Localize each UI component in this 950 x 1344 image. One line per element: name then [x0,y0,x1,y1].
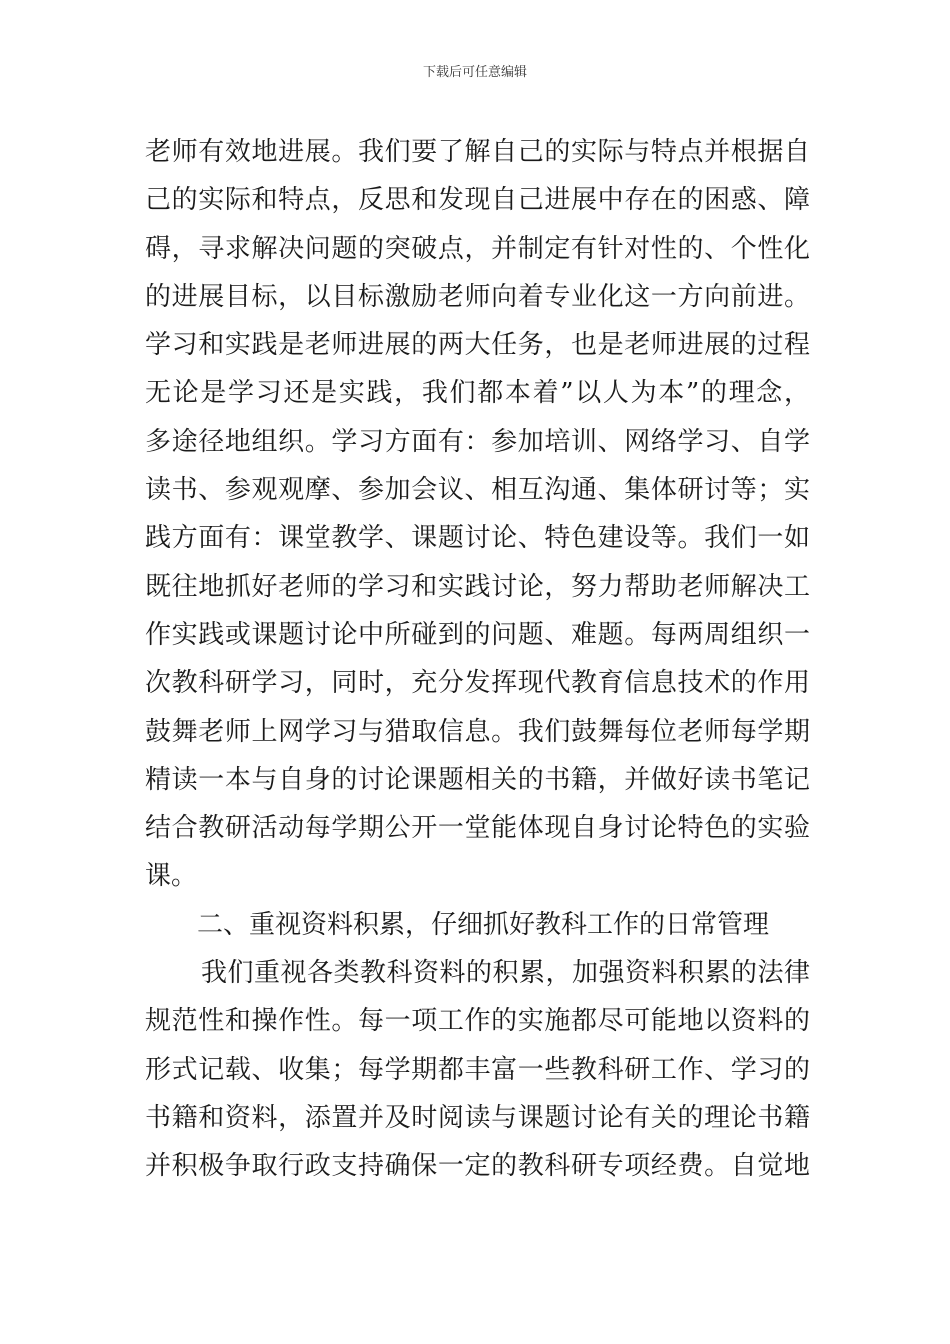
text-line: 多途径地组织。学习方面有：参加培训、网络学习、自学 [145,426,810,457]
text-line: 的进展目标，以目标激励老师向着专业化这一方向前进。 [145,281,810,312]
text-line: 规范性和操作性。每一项工作的实施都尽可能地以资料的 [145,1006,810,1037]
text-line: 无论是学习还是实践，我们都本着”以人为本”的理念， [145,378,810,409]
text-line: 形式记载、收集；每学期都丰富一些教科研工作、学习的 [145,1054,810,1085]
page-header-note: 下载后可任意编辑 [422,65,527,80]
text-line: 课。 [145,861,198,892]
document-body [145,128,810,1191]
text-line: 读书、参观观摩、参加会议、相互沟通、集体研讨等；实 [145,475,810,506]
text-line: 鼓舞老师上网学习与猎取信息。我们鼓舞每位老师每学期 [145,716,810,747]
text-line: 结合教研活动每学期公开一堂能体现自身讨论特色的实验 [145,813,810,844]
text-line: 精读一本与自身的讨论课题相关的书籍，并做好读书笔记 [145,764,810,795]
text-line: 既往地抓好老师的学习和实践讨论，努力帮助老师解决工 [145,571,810,602]
text-line: 己的实际和特点，反思和发现自己进展中存在的困惑、障 [145,185,810,216]
text-line: 老师有效地进展。我们要了解自己的实际与特点并根据自 [145,137,810,167]
text-line: 学习和实践是老师进展的两大任务，也是老师进展的过程 [145,330,810,361]
text-line: 书籍和资料，添置并及时阅读与课题讨论有关的理论书籍 [145,1102,810,1133]
text-line: 次教科研学习，同时，充分发挥现代教育信息技术的作用 [145,668,810,699]
section-heading: 二、重视资料积累，仔细抓好教科工作的日常管理 [197,909,770,940]
text-line: 践方面有：课堂教学、课题讨论、特色建设等。我们一如 [145,523,810,554]
paragraph-first-line: 我们重视各类教科资料的积累，加强资料积累的法律 [201,958,810,989]
text-line: 碍，寻求解决问题的突破点，并制定有针对性的、个性化 [145,233,810,264]
text-line: 并积极争取行政支持确保一定的教科研专项经费。自觉地 [145,1151,810,1182]
text-line: 作实践或课题讨论中所碰到的问题、难题。每两周组织一 [145,619,810,650]
